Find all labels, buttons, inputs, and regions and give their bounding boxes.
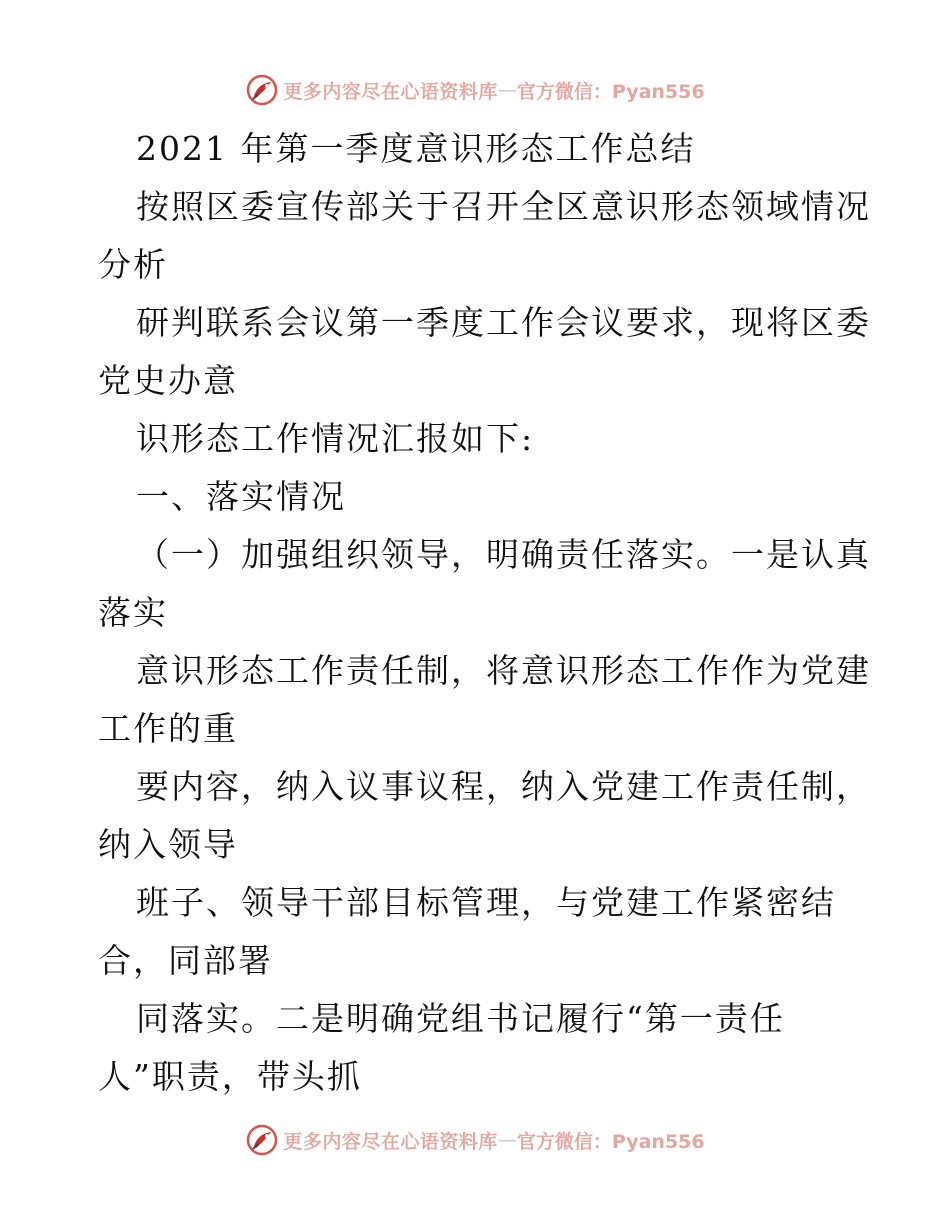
brand-logo-icon [245, 73, 279, 107]
document-body [98, 120, 871, 1106]
document-line: 纳入领导 [98, 825, 238, 864]
document-line: 合，同部署 [98, 941, 273, 980]
watermark-suffix: 官方微信：Pyan556 [516, 1130, 705, 1153]
document-line: 2021 年第一季度意识形态工作总结 [136, 129, 696, 168]
document-line: 落实 [98, 593, 168, 632]
watermark-separator: — [497, 1129, 517, 1151]
document-line: 识形态工作情况汇报如下: [136, 419, 535, 458]
brand-logo-icon [245, 1123, 279, 1157]
document-line: 党史办意 [98, 361, 238, 400]
footer-watermark [0, 1122, 950, 1158]
document-line: 意识形态工作责任制，将意识形态工作作为党建 [136, 651, 871, 690]
document-line: 一、落实情况 [136, 477, 346, 516]
watermark-separator: — [497, 79, 517, 101]
watermark-brand: 更多内容尽在心语资料库 [283, 80, 498, 103]
document-line: 工作的重 [98, 709, 238, 748]
watermark-suffix: 官方微信：Pyan556 [516, 80, 705, 103]
document-line: （一）加强组织领导，明确责任落实。一是认真 [136, 535, 871, 574]
document-line: 人”职责，带头抓 [98, 1057, 362, 1096]
header-watermark [0, 72, 950, 108]
document-line: 要内容，纳入议事议程，纳入党建工作责任制， [136, 767, 871, 806]
document-line: 同落实。二是明确党组书记履行“第一责任 [136, 999, 785, 1038]
document-line: 分析 [98, 245, 168, 284]
document-line: 按照区委宣传部关于召开全区意识形态领域情况 [136, 187, 871, 226]
document-line: 研判联系会议第一季度工作会议要求，现将区委 [136, 303, 871, 342]
watermark-brand: 更多内容尽在心语资料库 [283, 1130, 498, 1153]
document-line: 班子、领导干部目标管理，与党建工作紧密结 [136, 883, 836, 922]
